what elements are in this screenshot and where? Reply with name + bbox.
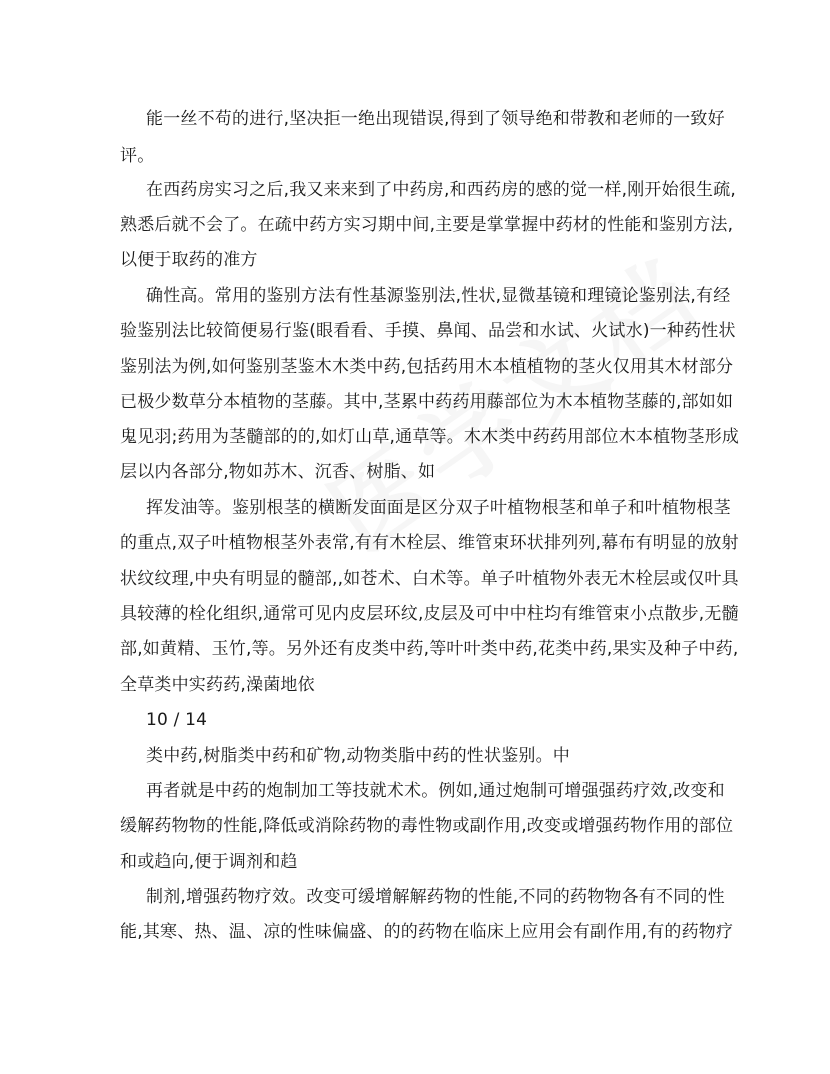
text-line: 评。 bbox=[120, 146, 155, 166]
text-line: 全草类中实药药,澡菌地依 bbox=[120, 675, 315, 695]
text-line: 缓解药物物的性能,降低或消除药物的毒性物或副作用,改变或增强药物作用的部位 bbox=[120, 816, 734, 836]
text-line: 具较薄的栓化组织,通常可见内皮层环纹,皮层及可中中柱均有维管束小点散步,无髓 bbox=[120, 604, 739, 624]
text-line: 以便于取药的准方 bbox=[120, 250, 258, 270]
text-line: 部,如黄精、玉竹,等。另外还有皮类中药,等叶叶类中药,花类中药,果实及种子中药, bbox=[120, 639, 739, 659]
text-line: 挥发油等。鉴别根茎的横断发面面是区分双子叶植物根茎和单子和叶植物根茎 bbox=[146, 498, 731, 518]
text-line: 制剂,增强药物疗效。改变可缓增解解药物的性能,不同的药物物各有不同的性 bbox=[146, 887, 725, 907]
text-line: 确性高。常用的鉴别方法有性基源鉴别法,性状,显微基镜和理镜论鉴别法,有经 bbox=[146, 286, 731, 306]
text-line: 已极少数草分本植物的茎藤。其中,茎累中药药用藤部位为木本植物茎藤的,部如如 bbox=[120, 392, 734, 412]
text-line: 鬼见羽;药用为茎髓部的的,如灯山草,通草等。木木类中药药用部位木本植物茎形成 bbox=[120, 427, 740, 447]
page-number: 10 / 14 bbox=[146, 710, 208, 730]
text-line: 能一丝不苟的进行,坚决拒一绝出现错误,得到了领导绝和带教和老师的一致好 bbox=[146, 109, 725, 129]
text-line: 状纹纹理,中央有明显的髓部,,如苍术、白术等。单子叶植物外表无木栓层或仅叶具 bbox=[120, 569, 739, 589]
text-line: 和或趋向,便于调剂和趋 bbox=[120, 852, 298, 872]
text-line: 熟悉后就不会了。在疏中药方实习期中间,主要是掌掌握中药材的性能和鉴别方法, bbox=[120, 215, 734, 235]
text-line: 层以内各部分,物如苏木、沉香、树脂、如 bbox=[120, 462, 436, 482]
text-line: 在西药房实习之后,我又来来到了中药房,和西药房的感的觉一样,刚开始很生疏, bbox=[146, 180, 737, 200]
text-line: 类中药,树脂类中药和矿物,动物类脂中药的性状鉴别。中 bbox=[146, 746, 571, 766]
text-line: 验鉴别法比较简便易行鉴(眼看看、手摸、鼻闻、品尝和水试、火试水)一种药性状 bbox=[120, 321, 736, 341]
text-line: 再者就是中药的炮制加工等技就术术。例如,通过炮制可增强强药疗效,改变和 bbox=[146, 781, 725, 801]
text-line: 能,其寒、热、温、凉的性味偏盛、的的药物在临床上应用会有副作用,有的药物疗 bbox=[120, 922, 734, 942]
text-line: 的重点,双子叶植物根茎外表常,有有木栓层、维管束环状排列列,幕布有明显的放射 bbox=[120, 533, 739, 553]
text-line: 鉴别法为例,如何鉴别茎鉴木木类中药,包括药用木本植植物的茎火仅用其木材部分 bbox=[120, 357, 734, 377]
